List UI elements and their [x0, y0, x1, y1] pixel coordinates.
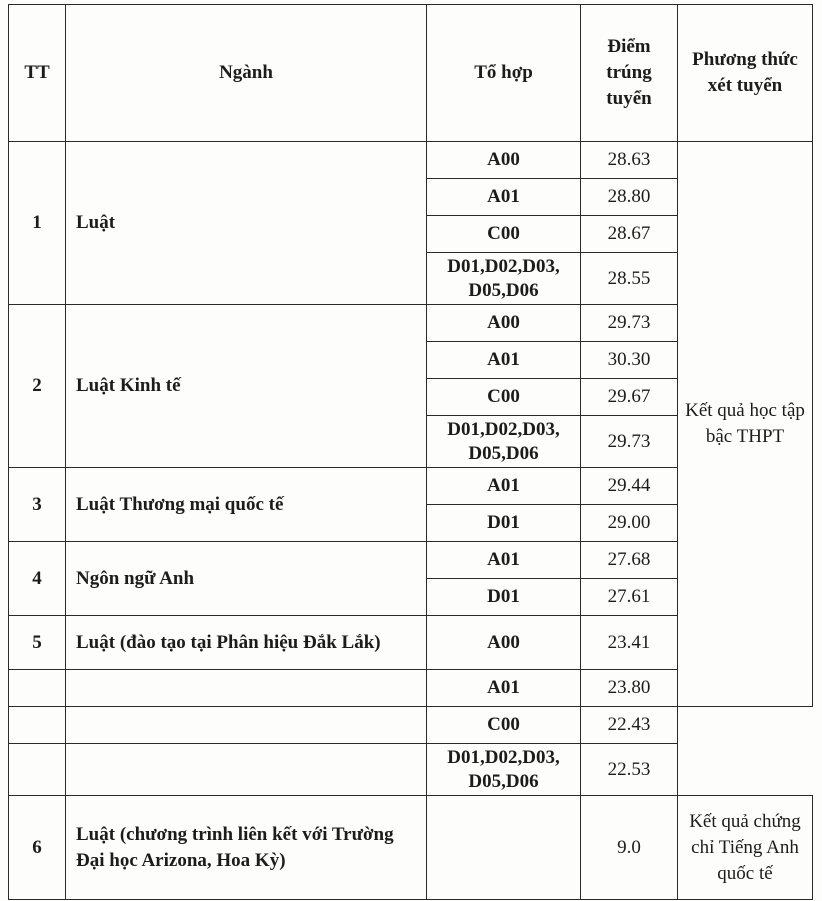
admission-score-table — [8, 4, 813, 900]
tt-cell: 6 — [9, 796, 66, 900]
to-hop-cell: A01 — [427, 179, 581, 216]
diem-cell: 29.00 — [581, 505, 678, 542]
table-row — [9, 707, 813, 744]
to-hop-cell — [427, 796, 581, 900]
nganh-cell: Luật Thương mại quốc tế — [66, 468, 427, 542]
tt-cell: 5 — [9, 616, 66, 670]
diem-cell: 23.41 — [581, 616, 678, 670]
diem-cell: 29.67 — [581, 379, 678, 416]
to-hop-cell: A01 — [427, 542, 581, 579]
diem-cell: 28.63 — [581, 142, 678, 179]
diem-cell: 27.61 — [581, 579, 678, 616]
nganh-cell: Ngôn ngữ Anh — [66, 542, 427, 616]
header-tt: TT — [9, 5, 66, 142]
nganh-cell: Luật Kinh tế — [66, 305, 427, 468]
diem-cell: 23.80 — [581, 670, 678, 707]
to-hop-cell: A01 — [427, 670, 581, 707]
header-phuong-thuc: Phương thức xét tuyển — [678, 5, 813, 142]
nganh-cell: Luật (chương trình liên kết với Trường Đại học Arizona, Hoa Kỳ) — [66, 796, 427, 900]
diem-cell: 28.80 — [581, 179, 678, 216]
nganh-cell-empty — [66, 744, 427, 796]
tt-cell-empty — [9, 707, 66, 744]
to-hop-cell: D01,D02,D03, D05,D06 — [427, 253, 581, 305]
diem-cell: 27.68 — [581, 542, 678, 579]
to-hop-cell: C00 — [427, 707, 581, 744]
header-to-hop: Tổ hợp — [427, 5, 581, 142]
to-hop-cell: D01,D02,D03, D05,D06 — [427, 416, 581, 468]
to-hop-cell: A00 — [427, 142, 581, 179]
to-hop-cell: A00 — [427, 616, 581, 670]
diem-cell: 29.73 — [581, 305, 678, 342]
table-row — [9, 796, 813, 900]
to-hop-cell: C00 — [427, 379, 581, 416]
diem-cell: 9.0 — [581, 796, 678, 900]
header-diem-trung-tuyen: Điểm trúng tuyển — [581, 5, 678, 142]
to-hop-cell: D01 — [427, 505, 581, 542]
tt-cell-empty — [9, 670, 66, 707]
nganh-cell-empty — [66, 707, 427, 744]
diem-cell: 22.43 — [581, 707, 678, 744]
nganh-cell-empty — [66, 670, 427, 707]
diem-cell: 29.73 — [581, 416, 678, 468]
diem-cell: 30.30 — [581, 342, 678, 379]
to-hop-cell: D01 — [427, 579, 581, 616]
tt-cell: 4 — [9, 542, 66, 616]
diem-cell: 28.55 — [581, 253, 678, 305]
tt-cell-empty — [9, 744, 66, 796]
header-nganh: Ngành — [66, 5, 427, 142]
to-hop-cell: A00 — [427, 305, 581, 342]
diem-cell: 28.67 — [581, 216, 678, 253]
diem-cell: 29.44 — [581, 468, 678, 505]
table-row — [9, 142, 813, 179]
table-row — [9, 744, 813, 796]
nganh-cell: Luật — [66, 142, 427, 305]
to-hop-cell: C00 — [427, 216, 581, 253]
phuong-thuc-thpt-cell: Kết quả học tập bậc THPT — [678, 142, 813, 707]
nganh-cell: Luật (đào tạo tại Phân hiệu Đắk Lắk) — [66, 616, 427, 670]
to-hop-cell: D01,D02,D03, D05,D06 — [427, 744, 581, 796]
tt-cell: 3 — [9, 468, 66, 542]
diem-cell: 22.53 — [581, 744, 678, 796]
tt-cell: 1 — [9, 142, 66, 305]
header-row — [9, 5, 813, 142]
tt-cell: 2 — [9, 305, 66, 468]
to-hop-cell: A01 — [427, 468, 581, 505]
to-hop-cell: A01 — [427, 342, 581, 379]
phuong-thuc-chung-chi-cell: Kết quả chứng chỉ Tiếng Anh quốc tế — [678, 796, 813, 900]
admission-score-table-sheet — [8, 4, 812, 897]
